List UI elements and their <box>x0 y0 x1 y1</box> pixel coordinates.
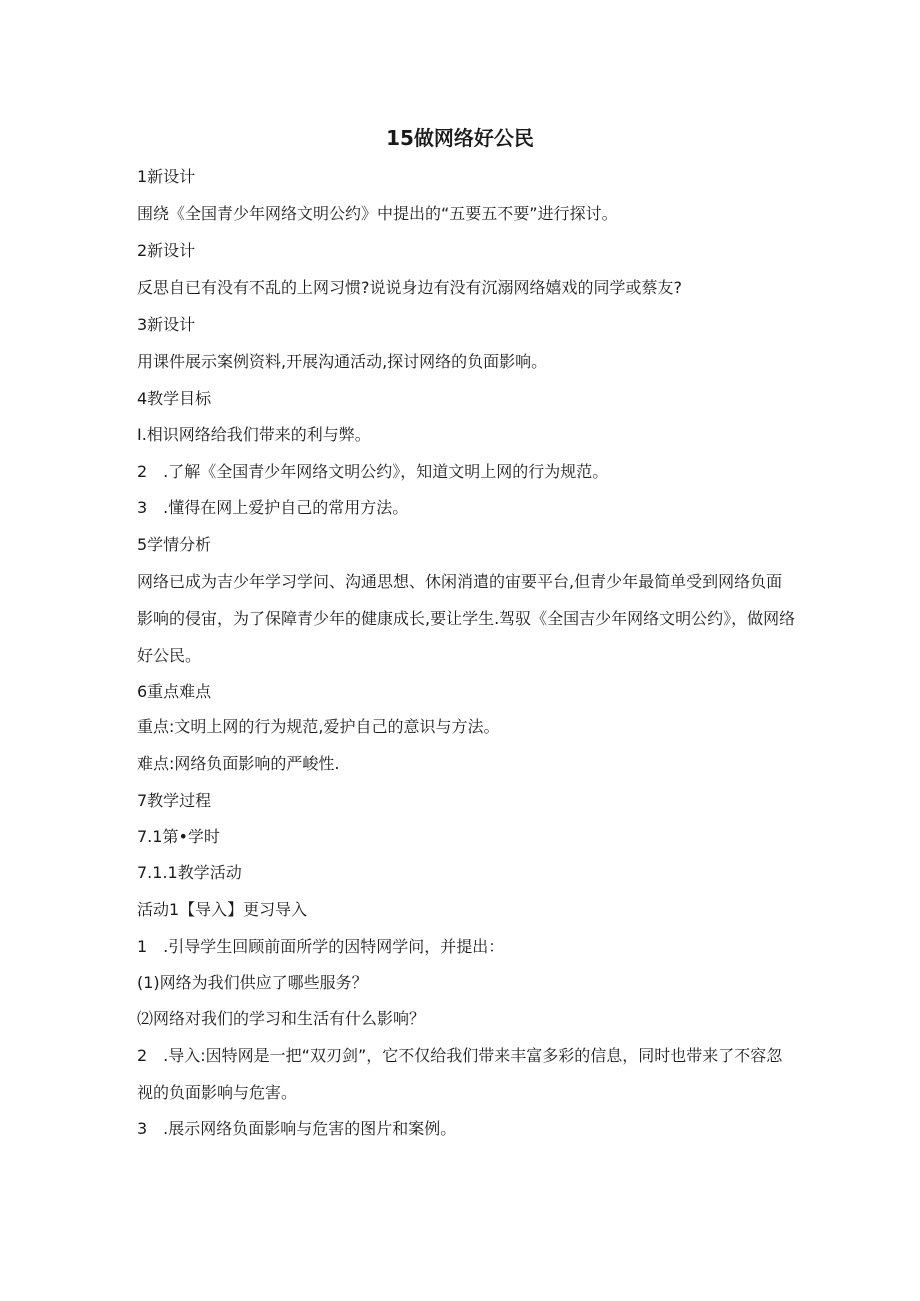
process-step-1: 1 .引导学生回顾前面所学的因特网学问，并提出： <box>137 937 505 956</box>
process-step-1a: (1)网络为我们供应了哪些服务？ <box>137 973 368 992</box>
keypoints-difficulty: 难点:网络负面影响的严峻性. <box>137 754 340 773</box>
analysis-heading: 5学情分析 <box>137 535 212 554</box>
goals-heading: 4教学目标 <box>137 389 212 408</box>
process-subheading-2: 7.1.1教学活动 <box>137 863 242 882</box>
process-subheading-1: 7.1第•学时 <box>137 827 220 846</box>
section-heading-1: 1新设计 <box>137 167 196 186</box>
goal-item-2: 2 .了解《全国青少年网络文明公约》，知道文明上网的行为规范。 <box>137 462 609 481</box>
section-heading-2: 2新设计 <box>137 241 196 260</box>
process-step-1b: ⑵网络对我们的学习和生活有什么影响？ <box>137 1009 426 1028</box>
activity-title: 活动1【导入】更习导入 <box>137 900 308 919</box>
page-title: 15做网络好公民 <box>386 126 534 150</box>
process-heading: 7教学过程 <box>137 791 212 810</box>
section-heading-3: 3新设计 <box>137 315 196 334</box>
process-step-2: 2 .导入:因特网是一把“双刃剑”，它不仅给我们带来丰富多彩的信息，同时也带来了不容忽视的负面影响与危害。 <box>137 1046 783 1102</box>
section-text-1: 围绕《全国青少年网络文明公约》中提出的“五要五不要”进行探讨。 <box>137 204 618 223</box>
process-step-3: 3 .展示网络负面影响与危害的图片和案例。 <box>137 1119 457 1138</box>
goal-item-1: I.相识网络给我们带来的利与弊。 <box>137 425 371 444</box>
keypoints-focus: 重点:文明上网的行为规范,爱护自己的意识与方法。 <box>137 717 500 736</box>
section-text-2: 反思自已有没有不乱的上网习惯?说说身边有没有沉溺网络嬉戏的同学或蔡友? <box>137 278 682 297</box>
goal-item-3: 3 .懂得在网上爱护自己的常用方法。 <box>137 498 409 517</box>
analysis-paragraph: 网络已成为吉少年学习学问、沟通思想、休闲消遣的宙要平台,但青少年最简单受到网络负面影响的侵宙，为了保障青少年的健康成长,要让学生.驾驭《全国吉少年网络文明公约》，做网络好公民。 <box>137 572 796 665</box>
section-text-3: 用课件展示案例资料,开展沟通活动,探讨网络的负面影响。 <box>137 352 548 371</box>
keypoints-heading: 6重点难点 <box>137 682 212 701</box>
